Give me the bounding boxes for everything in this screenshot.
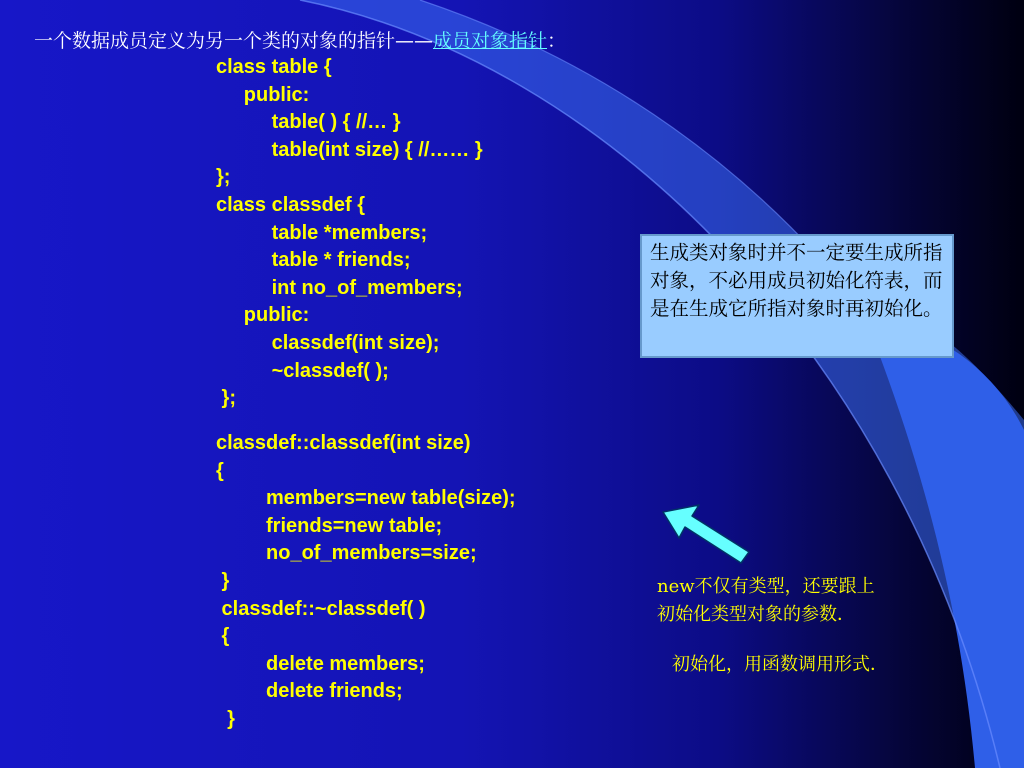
annotation-new-params xyxy=(657,573,875,629)
arrow-pointer-icon xyxy=(655,500,765,570)
annotation-new-line2: 初始化类型对象的参数． xyxy=(657,604,855,625)
code-block-constructor-destructor: classdef::classdef(int size) { members=new table(size); friends=new table; no_of_members=size; } classdef::~classdef( ) { delete members; delete friends; } xyxy=(216,432,516,730)
code-block-class-definitions: class table { public: table( ) { //… } table(int size) { //…… } }; class classdef { table *members; table * friends; int no_of_members; public: classdef(int size); ~classdef( ); }; xyxy=(216,56,483,410)
title-link[interactable]: 成员对象指针 xyxy=(433,30,548,52)
note-box: 生成类对象时并不一定要生成所指对象，不必用成员初始化符表，而是在生成它所指对象时再初始化。 xyxy=(640,234,954,358)
annotation-new-line1: new不仅有类型，还要跟上 xyxy=(657,576,875,597)
title-colon: ： xyxy=(547,30,567,52)
title-text: 一个数据成员定义为另一个类的对象的指针—— xyxy=(34,30,434,52)
annotation-init-call: 初始化，用函数调用形式． xyxy=(672,654,888,675)
slide-title xyxy=(34,26,566,53)
